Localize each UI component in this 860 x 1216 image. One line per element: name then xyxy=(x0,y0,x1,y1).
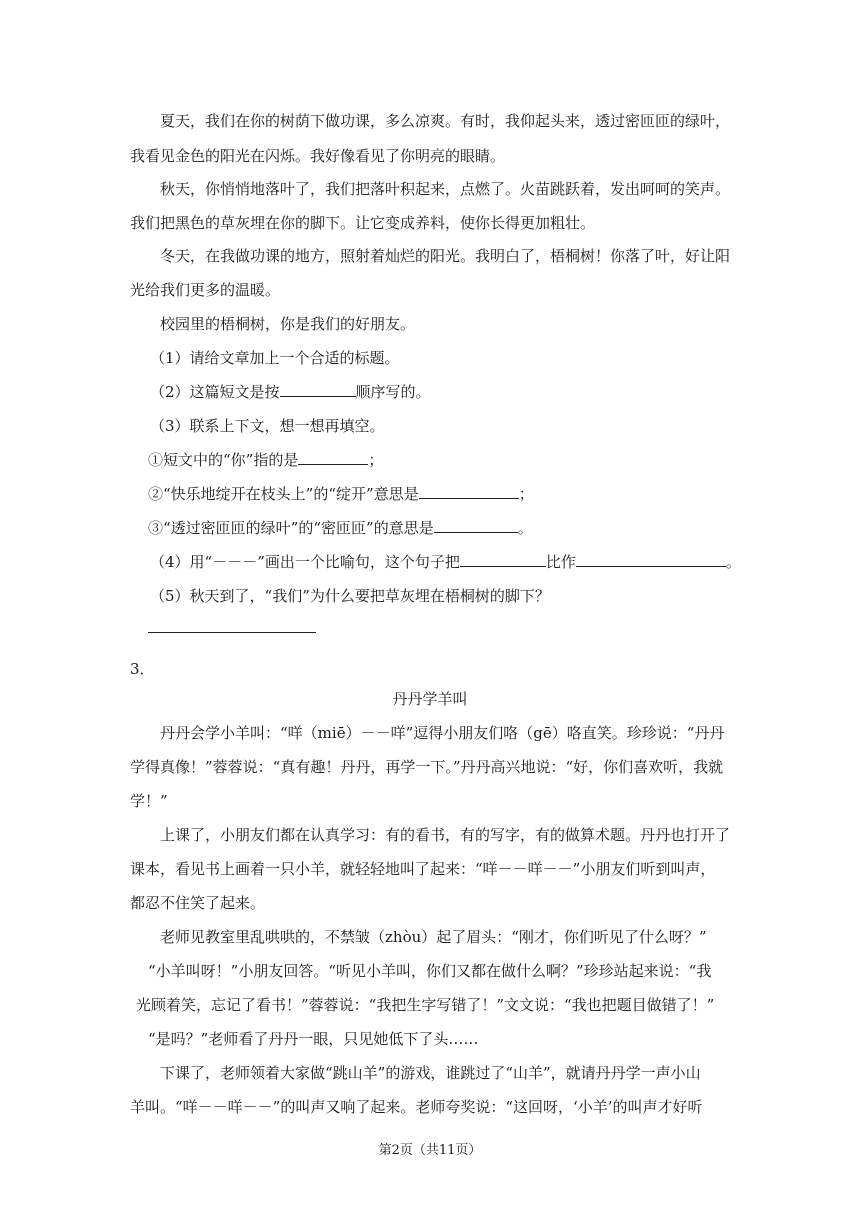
passage-text: 丹丹会学小羊叫：“咩（miē）－－咩”逗得小朋友们咯（gē）咯直笑。珍珍说：“丹丹 xyxy=(160,724,725,742)
passage-text: 上课了，小朋友们都在认真学习：有的看书，有的写字，有的做算术题。丹丹也打开了 xyxy=(160,826,731,844)
passage-text: 夏天，我们在你的树荫下做功课，多么凉爽。有时，我仰起头来，透过密匝匝的绿叶， xyxy=(160,112,731,130)
passage-text: 秋天，你悄悄地落叶了，我们把落叶积起来，点燃了。火苗跳跃着，发出呵呵的笑声。 xyxy=(160,180,731,198)
answer-blank[interactable] xyxy=(460,552,546,567)
passage-title: 丹丹学羊叫 xyxy=(392,690,468,708)
passage-text: 老师见教室里乱哄哄的，不禁皱（zhòu）起了眉头：“刚才，你们听见了什么呀？” xyxy=(160,928,707,946)
sub-question-text: “透过密匝匝的绿叶”的“密匝匝”的意思是 xyxy=(163,519,434,537)
passage-text: 羊叫。“咩－－咩－－”的叫声又响了起来。老师夸奖说：“这回呀，‘小羊’的叫声才好听 xyxy=(130,1098,703,1116)
passage-text: 学得真像！”蓉蓉说：“真有趣！丹丹，再学一下。”丹丹高兴地说：“好，你们喜欢听，我就 xyxy=(130,758,724,776)
passage-text: 冬天，在我做功课的地方，照射着灿烂的阳光。我明白了，梧桐树！你落了叶，好让阳 xyxy=(160,247,731,265)
punctuation: 。 xyxy=(725,553,741,571)
passage-text: 我看见金色的阳光在闪烁。我好像看见了你明亮的眼睛。 xyxy=(130,147,506,165)
sub-question-3 xyxy=(148,517,748,539)
sub-question-2 xyxy=(148,483,748,505)
question-number: 3． xyxy=(130,660,155,678)
question-2 xyxy=(150,381,750,403)
circled-number-2: ② xyxy=(148,485,164,503)
answer-blank[interactable] xyxy=(280,382,356,397)
question-4-text: （4）用“－－－”画出一个比喻句，这个句子把 xyxy=(150,553,460,571)
answer-blank[interactable] xyxy=(298,450,368,465)
punctuation: 。 xyxy=(517,519,533,537)
passage-text: “小羊叫呀！”小朋友回答。“听见小羊叫，你们又都在做什么啊？”珍珍站起来说：“我 xyxy=(148,962,712,980)
sub-question-1 xyxy=(148,449,748,471)
question-5: （5）秋天到了，“我们”为什么要把草灰埋在梧桐树的脚下？ xyxy=(150,587,550,605)
answer-line[interactable] xyxy=(148,632,316,633)
circled-number-1: ① xyxy=(148,451,164,469)
page-footer: 第2页（共11页） xyxy=(378,1143,482,1158)
question-2-text: 顺序写的。 xyxy=(355,383,431,401)
passage-text: 下课了，老师领着大家做“跳山羊”的游戏，谁跳过了“山羊”，就请丹丹学一声小山 xyxy=(160,1064,701,1082)
answer-blank[interactable] xyxy=(576,552,726,567)
question-3: （3）联系上下文，想一想再填空。 xyxy=(150,417,385,435)
punctuation: ； xyxy=(518,485,534,503)
passage-text: 我们把黑色的草灰埋在你的脚下。让它变成养料，使你长得更加粗壮。 xyxy=(130,214,596,232)
passage-text: 都忍不住笑了起来。 xyxy=(130,894,266,912)
question-4-text: 比作 xyxy=(545,553,576,571)
passage-text: “是吗？”老师看了丹丹一眼，只见她低下了头…… xyxy=(148,1030,479,1048)
passage-text: 课本，看见书上画着一只小羊，就轻轻地叫了起来：“咩－－咩－－”小朋友们听到叫声， xyxy=(130,860,716,878)
circled-number-3: ③ xyxy=(148,519,164,537)
answer-blank[interactable] xyxy=(419,484,519,499)
passage-text: 校园里的梧桐树，你是我们的好朋友。 xyxy=(160,315,416,333)
passage-text: 学！” xyxy=(130,792,168,810)
question-2-text: （2）这篇短文是按 xyxy=(150,383,280,401)
passage-text: 光顾着笑，忘记了看书！”蓉蓉说：“我把生字写错了！”文文说：“我也把题目做错了！” xyxy=(136,996,715,1014)
punctuation: ； xyxy=(368,451,384,469)
sub-question-text: “快乐地绽开在枝头上”的“绽开”意思是 xyxy=(163,485,419,503)
question-4 xyxy=(150,551,750,573)
question-1: （1）请给文章加上一个合适的标题。 xyxy=(150,349,400,367)
passage-text: 光给我们更多的温暖。 xyxy=(130,281,281,299)
answer-blank[interactable] xyxy=(434,518,518,533)
sub-question-text: 短文中的“你”指的是 xyxy=(163,451,299,469)
